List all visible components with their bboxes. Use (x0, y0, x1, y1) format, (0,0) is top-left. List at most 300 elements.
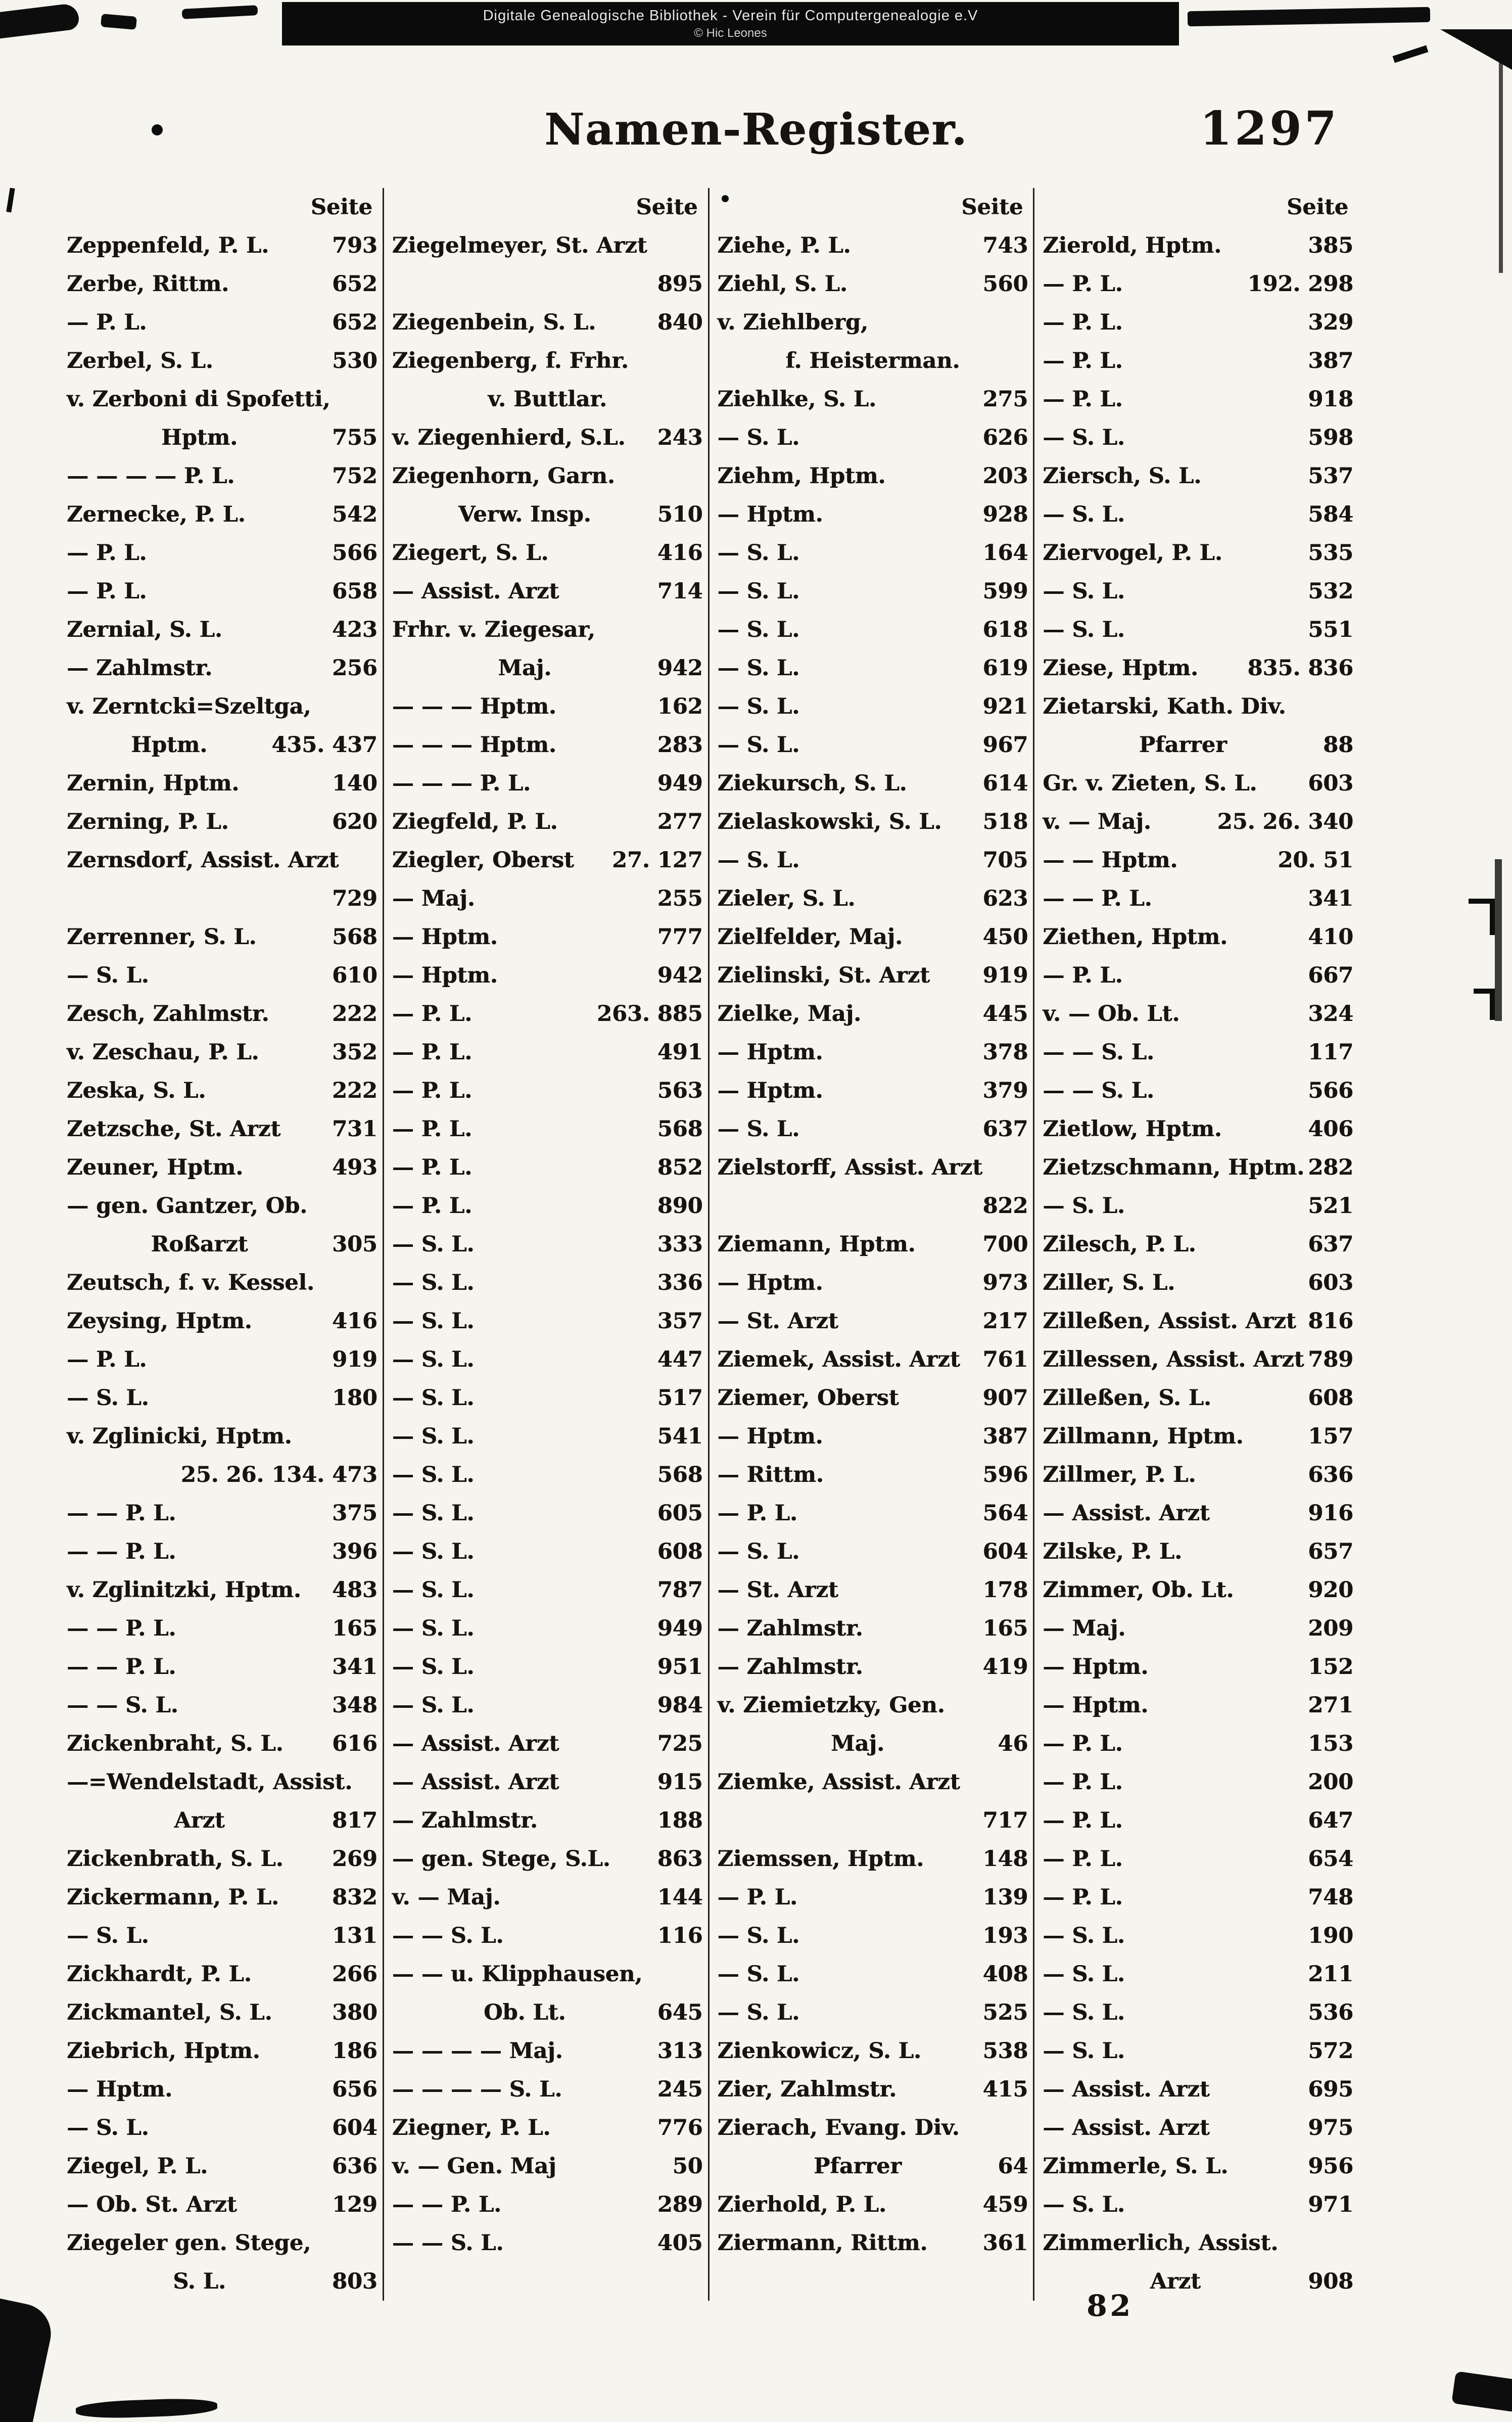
register-entry (67, 1302, 377, 1340)
entry-name: — S. L. (392, 1462, 475, 1487)
register-entry (1043, 495, 1353, 534)
register-entry (1043, 687, 1353, 726)
entry-name: — Hptm. (717, 1078, 823, 1103)
entry-name: — — S. L. (1043, 1040, 1154, 1065)
entry-page: 822 (982, 1193, 1028, 1219)
entry-name: Zernsdorf, Assist. Arzt (67, 848, 339, 873)
entry-page: 863 (657, 1846, 703, 1872)
entry-name: Ziehlke, S. L. (717, 387, 876, 412)
entry-page: 164 (982, 540, 1028, 566)
entry-name: Ziegenberg, f. Frhr. (392, 348, 629, 374)
entry-name: — Assist. Arzt (1043, 2077, 1210, 2102)
register-entry (392, 1763, 703, 1801)
entry-page: 971 (1308, 2192, 1353, 2217)
register-entry (718, 303, 1028, 342)
entry-name: Zimmer, Ob. Lt. (1043, 1577, 1234, 1603)
entry-page: 217 (982, 1309, 1028, 1334)
entry-name: Zierhold, P. L. (717, 2192, 886, 2217)
entry-name: — S. L. (392, 1616, 475, 1641)
entry-page: 645 (657, 2000, 703, 2025)
register-entry (392, 1148, 703, 1187)
register-entry (392, 1648, 703, 1686)
register-entry (1043, 572, 1353, 611)
entry-name: — P. L. (392, 1155, 472, 1180)
entry-name: — S. L. (717, 425, 800, 450)
entry-name: — S. L. (717, 1923, 800, 1948)
entry-page: 942 (657, 656, 703, 681)
entry-name: — Hptm. (1043, 1654, 1149, 1680)
entry-name: — — Hptm. (1043, 848, 1178, 873)
entry-page: 333 (657, 1232, 703, 1257)
entry-name: — P. L. (67, 540, 147, 566)
register-entry (718, 1801, 1028, 1840)
entry-page: 572 (1308, 2038, 1353, 2064)
entry-page: 450 (982, 924, 1028, 950)
entry-page: 341 (1308, 886, 1353, 911)
scan-artifact (6, 188, 15, 213)
register-entry (392, 1840, 703, 1878)
entry-name: Ziegler, Oberst (392, 848, 574, 873)
entry-page: 584 (1308, 502, 1353, 527)
entry-name: — S. L. (67, 1923, 149, 1948)
entry-name: Zetzsche, St. Arzt (67, 1116, 281, 1142)
entry-page: 416 (332, 1309, 377, 1334)
entry-name: — S. L. (67, 1385, 149, 1411)
register-entry (67, 1801, 377, 1840)
entry-page: 357 (657, 1309, 703, 1334)
entry-page: 832 (332, 1885, 377, 1910)
register-entry (718, 764, 1028, 803)
register-entry (67, 1494, 377, 1532)
entry-page: 568 (332, 924, 377, 950)
entry-page: 973 (982, 1270, 1028, 1295)
entry-name: — — S. L. (392, 2230, 504, 2256)
entry-page: 816 (1308, 1309, 1353, 1334)
entry-name: Zielstorff, Assist. Arzt (717, 1155, 982, 1180)
register-entry (1043, 2070, 1353, 2109)
entry-page: 608 (1308, 1385, 1353, 1411)
entry-name: — P. L. (1043, 1731, 1123, 1756)
register-entry (392, 572, 703, 611)
register-entry (67, 1686, 377, 1725)
entry-name: Zielfelder, Maj. (717, 924, 903, 950)
register-column-1 (67, 188, 383, 2301)
entry-name: — P. L. (1043, 271, 1123, 297)
entry-page: 949 (657, 1616, 703, 1641)
entry-page: 289 (657, 2192, 703, 2217)
register-entry (1043, 1725, 1353, 1763)
entry-name: Zietlow, Hptm. (1043, 1116, 1222, 1142)
entry-page: 282 (1308, 1155, 1353, 1180)
entry-page: 222 (332, 1001, 377, 1027)
register-entry (392, 2032, 703, 2070)
entry-name: — P. L. (67, 579, 147, 604)
register-entry (67, 1955, 377, 1993)
register-entry (67, 956, 377, 995)
register-entry (718, 1955, 1028, 1993)
entry-name: Zierold, Hptm. (1043, 233, 1222, 258)
register-entry (718, 1187, 1028, 1225)
entry-rank: S. L. (173, 2269, 226, 2294)
register-entry (1043, 457, 1353, 495)
entry-page: 375 (332, 1501, 377, 1526)
seite-column-header: Seite (636, 195, 698, 220)
register-column-4 (1033, 188, 1358, 2301)
entry-name: Zesch, Zahlmstr. (67, 1001, 269, 1027)
entry-rank: v. Buttlar. (488, 387, 607, 412)
entry-page: 305 (332, 1232, 377, 1257)
entry-page: 695 (1308, 2077, 1353, 2102)
entry-page: 361 (982, 2230, 1028, 2256)
register-entry (1043, 764, 1353, 803)
scan-artifact (152, 124, 163, 135)
entry-page: 743 (982, 233, 1028, 258)
register-entry (718, 1648, 1028, 1686)
register-entry (67, 1187, 377, 1225)
entry-page: 984 (657, 1693, 703, 1718)
entry-name: Zillessen, Assist. Arzt (1043, 1347, 1304, 1372)
register-entry (67, 2224, 377, 2262)
entry-page: 803 (332, 2269, 377, 2294)
entry-name: — S. L. (1043, 425, 1125, 450)
entry-name: — S. L. (717, 694, 800, 719)
entry-rank: Roßarzt (151, 1232, 248, 1257)
register-entry (67, 1840, 377, 1878)
register-entry (67, 649, 377, 687)
entry-name: Ziehl, S. L. (717, 271, 847, 297)
entry-name: Ziemke, Assist. Arzt (717, 1769, 960, 1795)
entry-page: 656 (332, 2077, 377, 2102)
register-entry (392, 1801, 703, 1840)
entry-name: — S. L. (717, 2000, 800, 2025)
register-entry (718, 1571, 1028, 1609)
register-entry (718, 457, 1028, 495)
entry-page: 245 (657, 2077, 703, 2102)
entry-page: 919 (332, 1347, 377, 1372)
entry-page: 162 (657, 694, 703, 719)
entry-name: Zerbe, Rittm. (67, 271, 229, 297)
register-entry (718, 1033, 1028, 1072)
register-entry (718, 1609, 1028, 1648)
entry-page: 387 (982, 1424, 1028, 1449)
entry-page: 352 (332, 1040, 377, 1065)
entry-page: 755 (332, 425, 377, 450)
register-entry (1043, 342, 1353, 380)
register-entry (67, 1033, 377, 1072)
register-entry (1043, 1801, 1353, 1840)
entry-name: — gen. Stege, S.L. (392, 1846, 610, 1872)
register-entry (1043, 1648, 1353, 1686)
register-entry (1043, 1955, 1353, 1993)
register-entry (392, 1725, 703, 1763)
entry-page: 180 (332, 1385, 377, 1411)
entry-name: — — P. L. (67, 1616, 176, 1641)
entry-name: — S. L. (392, 1539, 475, 1564)
entry-page: 50 (672, 2154, 703, 2179)
register-entry (67, 918, 377, 956)
register-entry (1043, 1571, 1353, 1609)
register-entry (67, 303, 377, 342)
entry-page: 852 (657, 1155, 703, 1180)
entry-name: — S. L. (717, 1539, 800, 1564)
entry-name: Ziemer, Oberst (717, 1385, 899, 1411)
entry-rank: Hptm. (131, 732, 208, 758)
register-entry (718, 1340, 1028, 1379)
entry-name: v. Ziehlberg, (717, 310, 868, 335)
register-entry (718, 918, 1028, 956)
entry-rank: Maj. (830, 1731, 884, 1756)
register-entry (1043, 1878, 1353, 1917)
entry-name: — S. L. (392, 1693, 475, 1718)
entry-rank: f. Heisterman. (785, 348, 960, 374)
register-entry (67, 1725, 377, 1763)
register-entry (718, 1494, 1028, 1532)
entry-name: — Assist. Arzt (1043, 2115, 1210, 2140)
entry-page: 380 (332, 2000, 377, 2025)
register-entry (392, 1917, 703, 1955)
entry-page: 336 (657, 1270, 703, 1295)
entry-page: 408 (982, 1962, 1028, 1987)
entry-name: — S. L. (1043, 1193, 1125, 1219)
entry-page: 560 (982, 271, 1028, 297)
entry-name: — S. L. (1043, 2000, 1125, 2025)
scan-artifact (1451, 2371, 1512, 2412)
entry-name: — — — Hptm. (392, 694, 556, 719)
entry-name: — S. L. (1043, 617, 1125, 642)
entry-page: 915 (657, 1769, 703, 1795)
entry-name: v. Zglinicki, Hptm. (67, 1424, 292, 1449)
entry-name: Ziemssen, Hptm. (717, 1846, 924, 1872)
register-entry (718, 342, 1028, 380)
register-entry (1043, 1840, 1353, 1878)
register-entry (392, 1340, 703, 1379)
entry-name: Zier, Zahlmstr. (717, 2077, 897, 2102)
register-entry (392, 803, 703, 841)
entry-page: 25. 26. 134. 473 (180, 1462, 377, 1487)
entry-page: 608 (657, 1539, 703, 1564)
entry-page: 379 (982, 1078, 1028, 1103)
entry-name: Ziegenbein, S. L. (392, 310, 596, 335)
entry-page: 928 (982, 502, 1028, 527)
register-entry (67, 1648, 377, 1686)
register-entry (1043, 534, 1353, 572)
register-entry (1043, 1993, 1353, 2032)
register-entry (718, 1379, 1028, 1417)
register-entry (718, 1878, 1028, 1917)
register-entry (392, 1302, 703, 1340)
entry-name: — P. L. (67, 1347, 147, 1372)
scan-artifact (722, 195, 729, 202)
entry-name: — Hptm. (67, 2077, 172, 2102)
register-entry (67, 687, 377, 726)
register-entry (67, 418, 377, 457)
entry-name: — P. L. (717, 1885, 797, 1910)
entry-page: 658 (332, 579, 377, 604)
entry-name: —=Wendelstadt, Assist. (67, 1769, 353, 1795)
entry-page: 419 (982, 1654, 1028, 1680)
entry-page: 378 (982, 1040, 1028, 1065)
entry-page: 243 (657, 425, 703, 450)
entry-name: v. — Maj. (392, 1885, 501, 1910)
entry-name: — S. L. (717, 848, 800, 873)
register-entry (67, 1379, 377, 1417)
entry-page: 752 (332, 463, 377, 489)
register-column-2 (383, 188, 708, 2301)
entry-name: — P. L. (1043, 963, 1123, 988)
entry-page: 568 (657, 1462, 703, 1487)
entry-page: 200 (1308, 1769, 1353, 1795)
register-entry (392, 649, 703, 687)
entry-rank: Verw. Insp. (458, 502, 591, 527)
register-entry (67, 1532, 377, 1571)
register-entry (1043, 380, 1353, 418)
entry-page: 566 (1308, 1078, 1353, 1103)
entry-page: 949 (657, 771, 703, 796)
register-entry (718, 1225, 1028, 1264)
entry-name: Zerrenner, S. L. (67, 924, 257, 950)
entry-name: — — P. L. (1043, 886, 1152, 911)
register-entry (718, 687, 1028, 726)
entry-name: Zickhardt, P. L. (67, 1962, 252, 1987)
register-entry (67, 1264, 377, 1302)
entry-name: — P. L. (1043, 1846, 1123, 1872)
entry-name: v. — Maj. (1043, 809, 1151, 834)
register-entry (718, 2070, 1028, 2109)
entry-name: — — — — S. L. (392, 2077, 562, 2102)
entry-name: Zerbel, S. L. (67, 348, 213, 374)
register-entry (718, 380, 1028, 418)
entry-page: 263. 885 (597, 1001, 703, 1027)
register-entry (392, 418, 703, 457)
entry-rank: Ob. Lt. (483, 2000, 566, 2025)
register-entry (67, 841, 377, 879)
register-entry (392, 956, 703, 995)
entry-page: 525 (982, 2000, 1028, 2025)
entry-name: — Zahlmstr. (67, 656, 213, 681)
entry-page: 623 (982, 886, 1028, 911)
entry-page: 416 (657, 540, 703, 566)
scan-artifact (1499, 61, 1503, 273)
entry-name: — S. L. (392, 1309, 475, 1334)
entry-page: 599 (982, 579, 1028, 604)
entry-name: Zeutsch, f. v. Kessel. (67, 1270, 314, 1295)
entry-page: 652 (332, 310, 377, 335)
entry-name: Ziervogel, P. L. (1043, 540, 1222, 566)
entry-name: Ziethen, Hptm. (1043, 924, 1228, 950)
entry-page: 618 (982, 617, 1028, 642)
entry-name: — Hptm. (392, 924, 498, 950)
entry-name: Zickenbrath, S. L. (67, 1846, 284, 1872)
entry-name: — — — — Maj. (392, 2038, 563, 2064)
entry-name: — P. L. (67, 310, 147, 335)
page-title: Namen-Register. (544, 104, 968, 155)
entry-name: Zilleßen, S. L. (1043, 1385, 1211, 1411)
entry-page: 667 (1308, 963, 1353, 988)
entry-name: — S. L. (67, 2115, 149, 2140)
register-entry (67, 803, 377, 841)
register-entry (67, 380, 377, 418)
scan-artifact (101, 14, 137, 30)
entry-page: 25. 26. 340 (1217, 809, 1353, 834)
entry-page: 817 (332, 1808, 377, 1833)
register-entry (392, 2070, 703, 2109)
register-entry (67, 457, 377, 495)
entry-name: — St. Arzt (717, 1309, 838, 1334)
register-entry (1043, 611, 1353, 649)
register-entry (392, 1379, 703, 1417)
entry-name: Ziekursch, S. L. (717, 771, 907, 796)
register-entry (718, 995, 1028, 1033)
entry-name: — S. L. (392, 1270, 475, 1295)
entry-name: — Maj. (392, 886, 475, 911)
entry-page: 598 (1308, 425, 1353, 450)
register-entry (392, 303, 703, 342)
entry-page: 209 (1308, 1616, 1353, 1641)
entry-name: — S. L. (1043, 1923, 1125, 1948)
register-entry (67, 342, 377, 380)
entry-page: 348 (332, 1693, 377, 1718)
entry-rank: Hptm. (161, 425, 238, 450)
register-entry (67, 1993, 377, 2032)
register-entry (1043, 1494, 1353, 1532)
entry-page: 148 (982, 1846, 1028, 1872)
register-entry (718, 841, 1028, 879)
entry-name: — P. L. (392, 1001, 472, 1027)
register-entry (67, 1148, 377, 1187)
entry-name: Zeuner, Hptm. (67, 1155, 244, 1180)
entry-name: — Assist. Arzt (1043, 1501, 1210, 1526)
entry-name: — S. L. (717, 1116, 800, 1142)
entry-name: — S. L. (717, 732, 800, 758)
entry-page: 178 (982, 1577, 1028, 1603)
entry-name: — S. L. (392, 1347, 475, 1372)
entry-name: — Hptm. (392, 963, 498, 988)
entry-name: — P. L. (1043, 1885, 1123, 1910)
register-entry (67, 2185, 377, 2224)
scan-artifact (1490, 899, 1495, 935)
entry-name: — S. L. (1043, 579, 1125, 604)
entry-name: Zeska, S. L. (67, 1078, 206, 1103)
entry-page: 255 (657, 886, 703, 911)
entry-page: 942 (657, 963, 703, 988)
register-entry (1043, 2032, 1353, 2070)
entry-page: 275 (982, 387, 1028, 412)
register-entry (67, 1072, 377, 1110)
register-entry (392, 1571, 703, 1609)
register-entry (392, 1993, 703, 2032)
entry-page: 324 (1308, 1001, 1353, 1027)
entry-page: 415 (982, 2077, 1028, 2102)
entry-name: — St. Arzt (717, 1577, 838, 1603)
entry-name: — S. L. (1043, 502, 1125, 527)
entry-page: 967 (982, 732, 1028, 758)
entry-page: 636 (1308, 1462, 1353, 1487)
register-entry (718, 226, 1028, 265)
entry-page: 761 (982, 1347, 1028, 1372)
register-entry (718, 956, 1028, 995)
entry-name: — S. L. (392, 1577, 475, 1603)
entry-name: — Hptm. (717, 1424, 823, 1449)
entry-name: — Hptm. (1043, 1693, 1149, 1718)
register-entry (392, 764, 703, 803)
entry-name: v. Zerboni di Spofetti, (67, 387, 330, 412)
entry-name: — Assist. Arzt (392, 1769, 559, 1795)
register-entry (1043, 918, 1353, 956)
register-entry (392, 2185, 703, 2224)
register-entry (718, 726, 1028, 764)
entry-name: Zickenbraht, S. L. (67, 1731, 284, 1756)
entry-page: 530 (332, 348, 377, 374)
